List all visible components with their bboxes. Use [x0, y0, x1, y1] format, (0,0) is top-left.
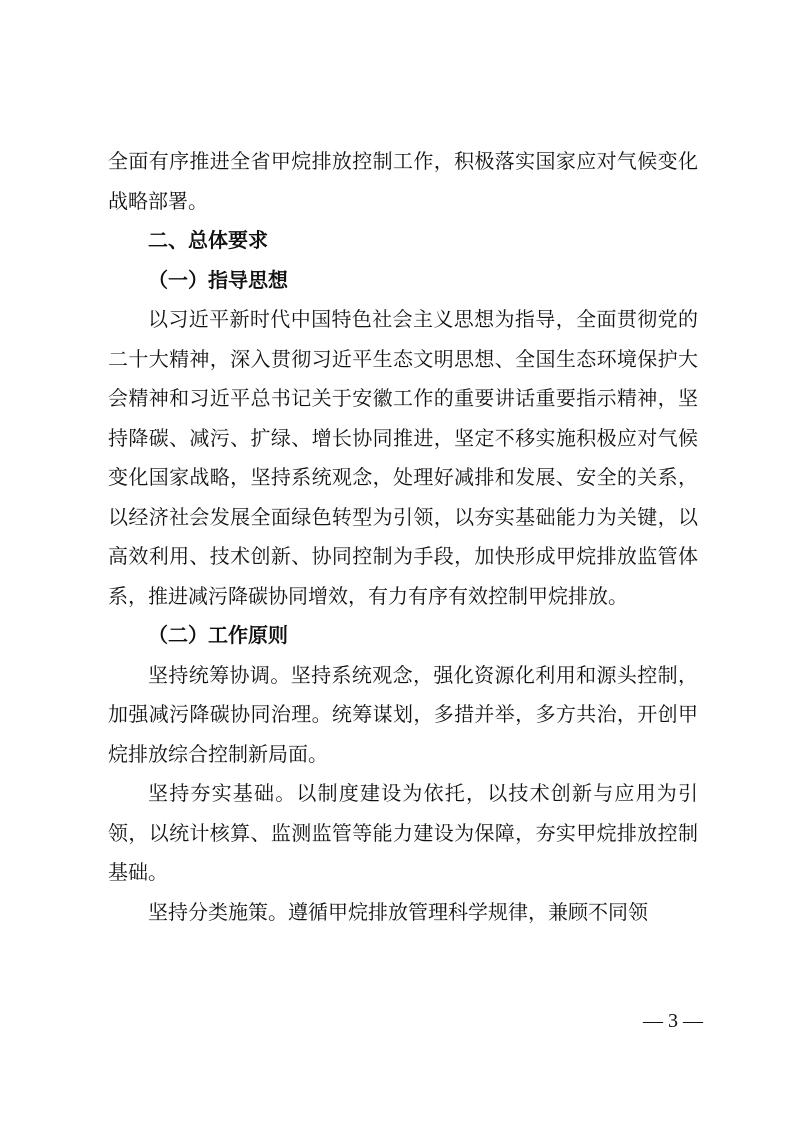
paragraph-principle-foundation: 坚持夯实基础。以制度建设为依托，以技术创新与应用为引领，以统计核算、监测监管等能力建设为保障，夯实甲烷排放控制基础。 [108, 781, 698, 884]
subheading-working-principles: （二）工作原则 [148, 623, 288, 647]
page-number: — 3 — [643, 1010, 703, 1032]
document-body [108, 142, 698, 932]
paragraph-principle-classification: 坚持分类施策。遵循甲烷排放管理科学规律，兼顾不同领 [148, 899, 648, 924]
section-heading-general-requirements: 二、总体要求 [148, 228, 268, 252]
paragraph-continuation: 全面有序推进全省甲烷排放控制工作，积极落实国家应对气候变化战略部署。 [108, 149, 698, 213]
subheading-guiding-ideology: （一）指导思想 [148, 267, 288, 292]
paragraph-principle-coordination: 坚持统筹协调。坚持系统观念，强化资源化利用和源头控制，加强减污降碳协同治理。统筹谋划，多措并举，多方共治，开创甲烷排放综合控制新局面。 [108, 662, 698, 766]
paragraph-guiding-ideology: 以习近平新时代中国特色社会主义思想为指导，全面贯彻党的二十大精神，深入贯彻习近平生态文明思想、全国生态环境保护大会精神和习近平总书记关于安徽工作的重要讲话重要指示精神，坚持降碳、减污、扩绿、增长协同推进，坚定不移实施积极应对气候变化国家战略，坚持系统观念，处理好减排和发展、安全的关系，以经济社会发展全面绿色转型为引领，以夯实基础能力为关键，以高效利用、技术创新、协同控制为手段，加快形成甲烷排放监管体系，推进减污降碳协同增效，有力有序有效控制甲烷排放。 [108, 307, 698, 608]
